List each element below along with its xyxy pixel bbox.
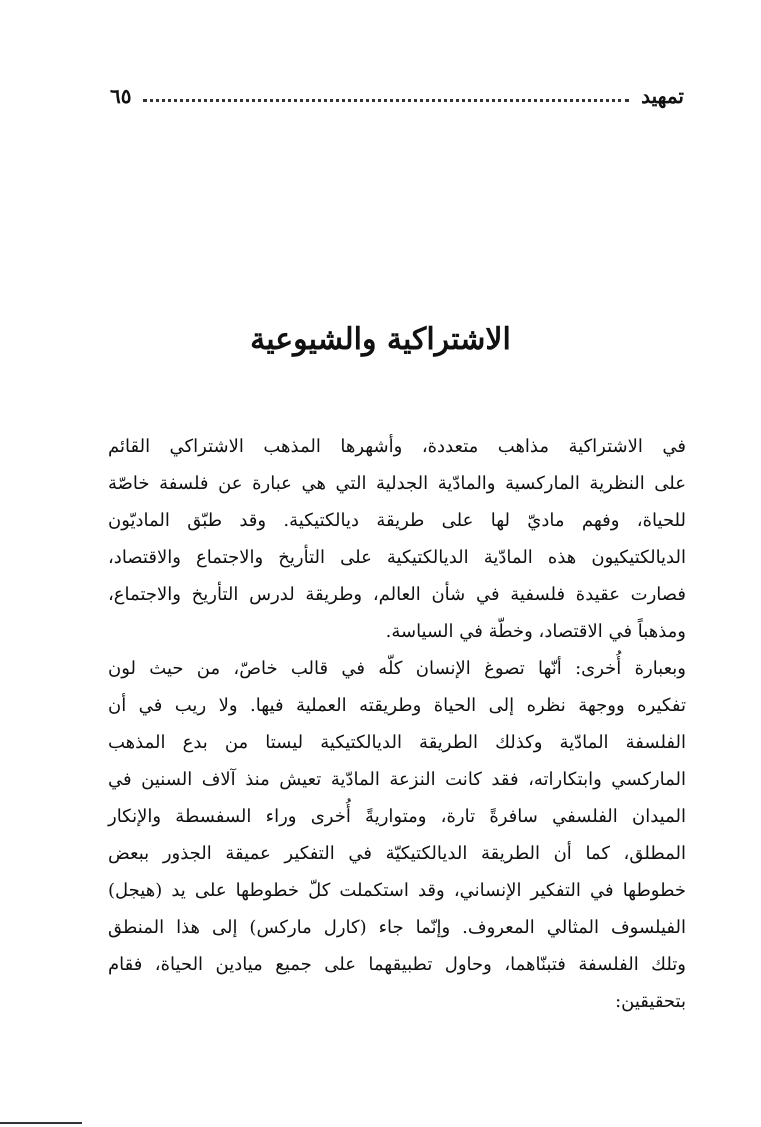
running-header [110, 78, 684, 114]
header-dot-leader [143, 99, 629, 102]
page-number: ٦٥ [110, 84, 132, 108]
text-line: وتلك الفلسفة فتبنّاهما، وحاول تطبيقهما على جميع ميادين الحياة، فقام [108, 954, 686, 975]
text-line: وبعبارة أُخرى: أنّها تصوغ الإنسان كلّه في قالب خاصّ، من حيث لون [108, 658, 686, 679]
text-line: الماركسي وابتكاراته، فقد كانت النزعة المادّية تعيش منذ آلاف السنين في [108, 769, 686, 790]
text-line: للحياة، وفهم ماديّ لها على طريقة ديالكتيكية. وقد طبّق الماديّون [108, 510, 687, 531]
text-line: على النظرية الماركسية والمادّية الجدلية التي هي عبارة عن فلسفة خاصّة [108, 473, 686, 494]
text-line: الميدان الفلسفي سافرةً تارة، ومتواريةً أُخرى وراء السفسطة والإنكار [108, 806, 686, 827]
text-line: تفكيره ووجهة نظره إلى الحياة وطريقته العملية فيها. ولا ريب في أن [108, 695, 686, 716]
text-line: في الاشتراكية مذاهب متعددة، وأشهرها المذهب الاشتراكي القائم [108, 436, 686, 457]
text-line: ومذهباً في الاقتصاد، وخطّة في السياسة. [385, 621, 686, 642]
section-title: الاشتراكية والشيوعية [250, 322, 511, 357]
text-line: الديالكتيكيون هذه المادّية الديالكتيكية على التأريخ والاجتماع والاقتصاد، [108, 547, 686, 568]
text-line: فصارت عقيدة فلسفية في شأن العالم، وطريقة لدرس التأريخ والاجتماع، [108, 584, 687, 605]
text-line: المطلق، كما أن الطريقة الديالكتيكيّة في التفكير عميقة الجذور ببعض [108, 843, 686, 864]
body-text [108, 428, 686, 1020]
header-chapter-title: تمهيد [641, 84, 684, 108]
text-line: الفيلسوف المثالي المعروف. وإنّما جاء (كارل ماركس) إلى هذا المنطق [108, 917, 686, 938]
text-line: خطوطها في التفكير الإنساني، وقد استكملت كلّ خطوطها على يد (هيجل) [108, 880, 686, 901]
text-line: بتحقيقين: [615, 991, 686, 1012]
footnote-rule [0, 1122, 82, 1124]
text-line: الفلسفة المادّية وكذلك الطريقة الديالكتيكية ليستا من بدع المذهب [108, 732, 686, 753]
